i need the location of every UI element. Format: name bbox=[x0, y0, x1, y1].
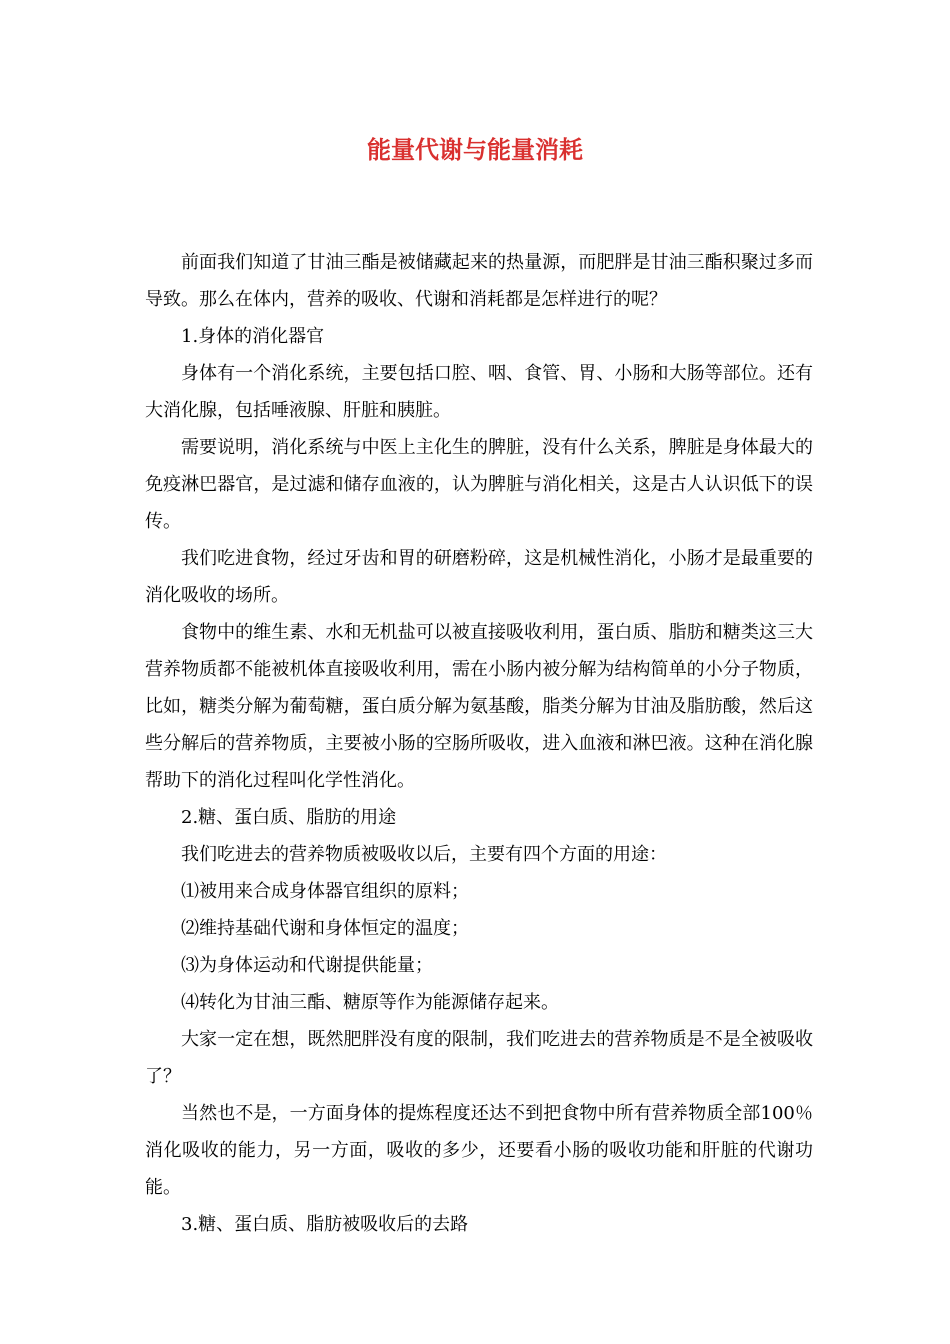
paragraph-digestive-system: 身体有一个消化系统，主要包括口腔、咽、食管、胃、小肠和大肠等部位。还有大消化腺，包括唾液腺、肝脏和胰脏。 bbox=[145, 363, 813, 421]
section-heading-3: 3.糖、蛋白质、脂肪被吸收后的去路 bbox=[181, 1214, 469, 1235]
paragraph-spleen-note: 需要说明，消化系统与中医上主化生的脾脏，没有什么关系，脾脏是身体最大的免疫淋巴器官，是过滤和储存血液的，认为脾脏与消化相关，这是古人认识低下的误传。 bbox=[145, 437, 813, 532]
document-body bbox=[145, 244, 813, 1243]
paragraph-answer: 当然也不是，一方面身体的提炼程度还达不到把食物中所有营养物质全部100％消化吸收的能力，另一方面，吸收的多少，还要看小肠的吸收功能和肝脏的代谢功能。 bbox=[145, 1103, 813, 1198]
list-item-3: ⑶为身体运动和代谢提供能量； bbox=[181, 955, 433, 976]
list-item-1: ⑴被用来合成身体器官组织的原料； bbox=[181, 881, 469, 902]
paragraph-question: 大家一定在想，既然肥胖没有度的限制，我们吃进去的营养物质是不是全被吸收了？ bbox=[145, 1029, 813, 1087]
list-item-2: ⑵维持基础代谢和身体恒定的温度； bbox=[181, 918, 469, 939]
list-item-4: ⑷转化为甘油三酯、糖原等作为能源储存起来。 bbox=[181, 992, 559, 1013]
paragraph-intro: 前面我们知道了甘油三酯是被储藏起来的热量源，而肥胖是甘油三酯积聚过多而导致。那么在体内，营养的吸收、代谢和消耗都是怎样进行的呢？ bbox=[145, 252, 813, 310]
section-heading-2: 2.糖、蛋白质、脂肪的用途 bbox=[181, 807, 397, 828]
section-heading-1: 1.身体的消化器官 bbox=[181, 326, 325, 347]
paragraph-mechanical-digestion: 我们吃进食物，经过牙齿和胃的研磨粉碎，这是机械性消化，小肠才是最重要的消化吸收的场所。 bbox=[145, 548, 813, 606]
document-title: 能量代谢与能量消耗 bbox=[367, 135, 583, 164]
paragraph-four-uses: 我们吃进去的营养物质被吸收以后，主要有四个方面的用途： bbox=[181, 844, 667, 865]
paragraph-chemical-digestion: 食物中的维生素、水和无机盐可以被直接吸收利用，蛋白质、脂肪和糖类这三大营养物质都不能被机体直接吸收利用，需在小肠内被分解为结构简单的小分子物质，比如，糖类分解为葡萄糖，蛋白质分解为氨基酸，脂类分解为甘油及脂肪酸，然后这些分解后的营养物质，主要被小肠的空肠所吸收，进入血液和淋巴液。这种在消化腺帮助下的消化过程叫化学性消化。 bbox=[145, 622, 813, 791]
